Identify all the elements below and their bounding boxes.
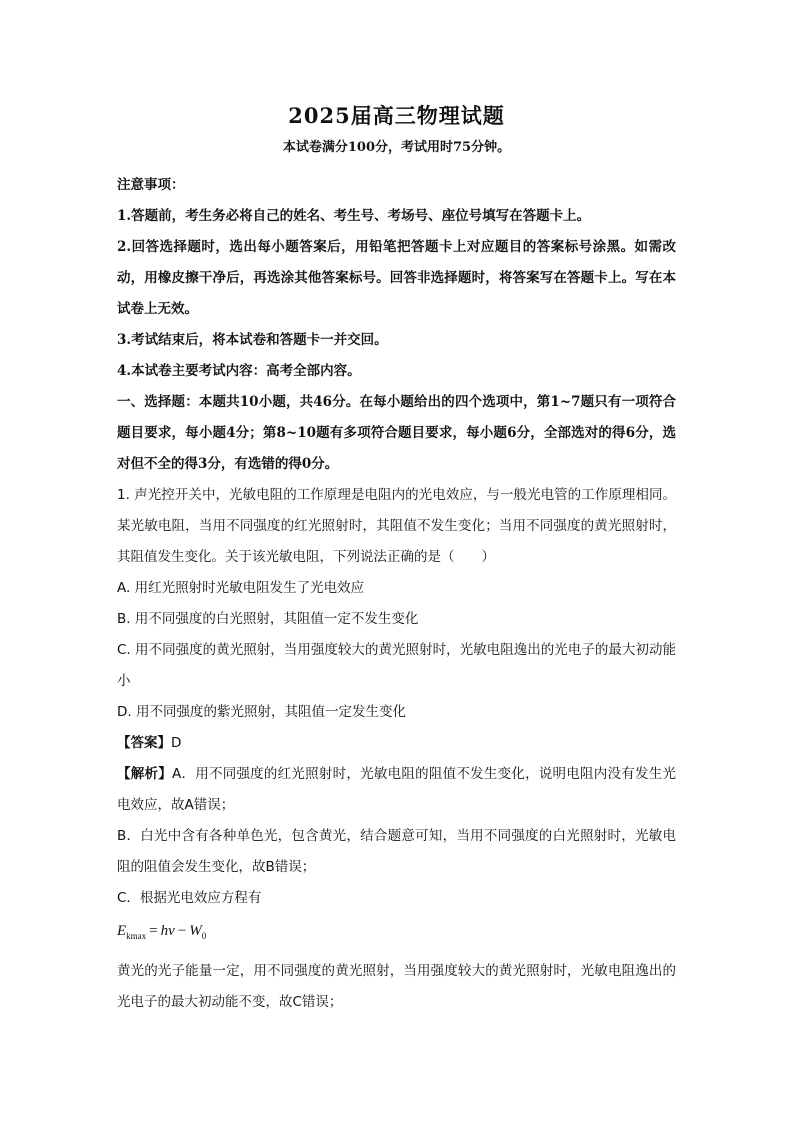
analysis-c: C．根据光电效应方程有 [117, 890, 262, 906]
formula-eq: = [149, 923, 158, 939]
page-subtitle: 本试卷满分100分，考试用时75分钟。 [282, 140, 511, 155]
notes-block [117, 170, 676, 387]
note-item-4: 4.本试卷主要考试内容：高考全部内容。 [117, 363, 361, 379]
section-instructions: 一、选择题：本题共10小题，共46分。在每小题给出的四个选项中，第1~7题只有一项符合题目要求，每小题4分；第8~10题有多项符合题目要求，每小题6分，全部选对的得6分，选对但不全的得3分，有选错的得0分。 [117, 394, 676, 472]
analysis-c-cont: 黄光的光子能量一定，用不同强度的黄光照射，当用强度较大的黄光照射时，光敏电阻逸出的光电子的最大初动能不变，故C错误； [117, 963, 676, 1010]
analysis-label: 【解析】 [117, 766, 172, 782]
formula-term2-sub: 0 [201, 931, 207, 941]
notes-heading: 注意事项： [117, 177, 185, 193]
analysis-a: A．用不同强度的红光照射时，光敏电阻的阻值不发生变化，说明电阻内没有发生光电效应，故A错误； [117, 766, 677, 813]
option-a: A. 用红光照射时光敏电阻发生了光电效应 [117, 580, 365, 596]
answer-label: 【答案】 [117, 735, 171, 751]
question-1 [117, 480, 676, 1018]
note-item-2: 2.回答选择题时，选出每小题答案后，用铅笔把答题卡上对应题目的答案标号涂黑。如需改动，用橡皮擦干净后，再选涂其他答案标号。回答非选择题时，将答案写在答题卡上。写在本试卷上无效。 [117, 239, 676, 317]
note-item-1: 1.答题前，考生务必将自己的姓名、考生号、考场号、座位号填写在答题卡上。 [117, 208, 591, 224]
question-stem: 1. 声光控开关中，光敏电阻的工作原理是电阻内的光电效应，与一般光电管的工作原理相同。某光敏电阻，当用不同强度的红光照射时，其阻值不发生变化；当用不同强度的黄光照射时，其阻值发生变化。关于该光敏电阻，下列说法正确的是（ ） [117, 487, 676, 565]
option-d: D. 用不同强度的紫光照射，其阻值一定发生变化 [117, 704, 406, 720]
analysis-b: B．白光中含有各种单色光，包含黄光，结合题意可知，当用不同强度的白光照射时，光敏电阻的阻值会发生变化，故B错误； [117, 828, 676, 875]
formula-lhs: E [117, 923, 127, 939]
page-title: 2025届高三物理试题 [288, 103, 505, 128]
photoelectric-equation [117, 916, 676, 952]
option-b: B. 用不同强度的白光照射，其阻值一定不发生变化 [117, 611, 419, 627]
answer-line [117, 728, 676, 759]
formula-minus: − [177, 923, 187, 939]
note-item-3: 3.考试结束后，将本试卷和答题卡一并交回。 [117, 332, 388, 348]
answer-value: D [171, 735, 182, 751]
formula-term2: W [189, 923, 202, 939]
section-header [117, 387, 676, 480]
formula-lhs-sub: kmax [126, 931, 147, 941]
formula-term1: hν [160, 923, 175, 939]
option-c: C. 用不同强度的黄光照射，当用强度较大的黄光照射时，光敏电阻逸出的光电子的最大初动能小 [117, 642, 676, 689]
analysis-line-a [117, 759, 676, 821]
